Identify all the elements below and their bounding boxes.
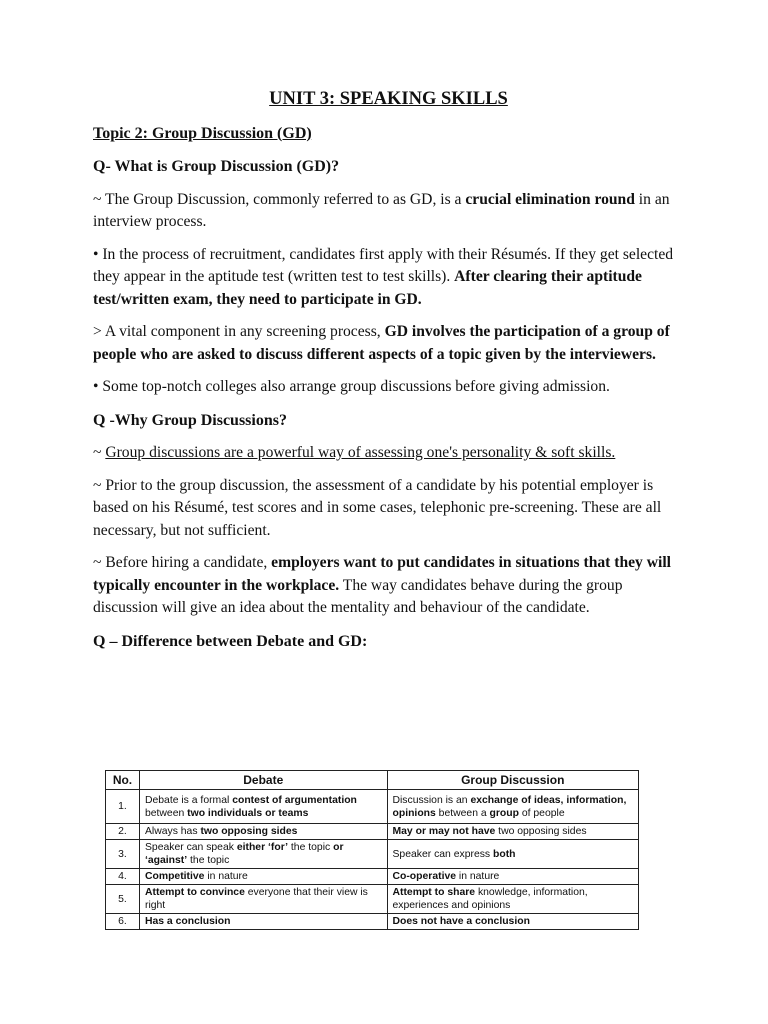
topic-heading: Topic 2: Group Discussion (GD) bbox=[93, 124, 312, 142]
cell-debate bbox=[139, 790, 387, 824]
paragraph-screening-component: > A vital component in any screening process, GD involves the participation of a group of people who are asked to discuss different aspects of a topic given by the interviewers. bbox=[93, 323, 670, 363]
cell-group-discussion bbox=[387, 790, 639, 824]
cell-text-bold: Does not have a conclusion bbox=[392, 916, 530, 927]
comparison-table bbox=[105, 770, 639, 930]
cell-number: 4. bbox=[106, 869, 140, 885]
cell-text: in nature bbox=[204, 871, 248, 882]
cell-text-bold: exchange of ideas, information, opinions bbox=[392, 794, 627, 819]
cell-number: 2. bbox=[106, 824, 140, 840]
document-body bbox=[93, 84, 678, 653]
paragraph-gd-definition: ~ The Group Discussion, commonly referred to as GD, is a crucial elimination round in an interview process. bbox=[93, 190, 670, 230]
paragraph-powerful-way: ~ Group discussions are a powerful way of assessing one's personality & soft skills. bbox=[93, 444, 616, 461]
paragraph-before-hiring: ~ Before hiring a candidate, employers want to put candidates in situations that they will typically encounter in the workplace. The way candidates behave during the group discussion will give an idea about the mentality and behaviour of the candidate. bbox=[93, 554, 672, 616]
cell-text: in nature bbox=[456, 871, 500, 882]
table-row bbox=[106, 914, 639, 930]
cell-group-discussion bbox=[387, 885, 639, 914]
comparison-table-wrapper bbox=[105, 770, 639, 930]
table-row bbox=[106, 885, 639, 914]
cell-number: 1. bbox=[106, 790, 140, 824]
paragraph-colleges: • Some top-notch colleges also arrange group discussions before giving admission. bbox=[93, 378, 610, 395]
paragraph-recruitment-process: • In the process of recruitment, candidates first apply with their Résumés. If they get selected they appear in the aptitude test (written test to test skills). After clearing their aptitude test/written exam, they need to participate in GD. bbox=[93, 245, 674, 308]
cell-debate bbox=[139, 869, 387, 885]
cell-text-bold: Attempt to convince bbox=[144, 887, 245, 898]
cell-text: two opposing sides bbox=[495, 826, 587, 837]
cell-text: everyone that their view is right bbox=[144, 887, 368, 911]
cell-text-bold: contest of argumentation bbox=[232, 794, 357, 806]
cell-text: Debate is a formal bbox=[144, 794, 233, 806]
cell-text-bold: two opposing sides bbox=[200, 826, 298, 837]
cell-text-bold: Has a conclusion bbox=[144, 916, 231, 927]
table-row bbox=[106, 869, 639, 885]
cell-group-discussion bbox=[387, 914, 639, 930]
cell-group-discussion bbox=[387, 840, 639, 869]
unit-title: UNIT 3: SPEAKING SKILLS bbox=[269, 89, 508, 109]
cell-text-bold: group bbox=[489, 807, 519, 819]
question-what-is-gd: Q- What is Group Discussion (GD)? bbox=[93, 158, 340, 175]
cell-text-bold: two individuals or teams bbox=[187, 807, 309, 819]
cell-text: Discussion is an bbox=[392, 794, 471, 806]
cell-debate bbox=[139, 914, 387, 930]
cell-number: 3. bbox=[106, 840, 140, 869]
cell-text: Speaker can express bbox=[392, 848, 493, 860]
cell-text: Always has bbox=[144, 826, 201, 837]
header-no: No. bbox=[106, 771, 140, 790]
header-group-discussion: Group Discussion bbox=[387, 771, 639, 790]
cell-debate bbox=[139, 840, 387, 869]
paragraph-prior-assessment: ~ Prior to the group discussion, the assessment of a candidate by his potential employer is based on his Résumé, test scores and in some cases, telephonic pre-screening. These are all necessary, but not sufficient. bbox=[93, 476, 662, 539]
cell-debate bbox=[139, 824, 387, 840]
table-row bbox=[106, 824, 639, 840]
cell-number: 5. bbox=[106, 885, 140, 914]
cell-text: the topic bbox=[187, 855, 230, 866]
cell-text-bold: Attempt to share bbox=[392, 887, 476, 898]
cell-text-bold: Competitive bbox=[144, 871, 205, 882]
cell-text-bold: Co-operative bbox=[392, 871, 457, 882]
cell-text: of people bbox=[518, 807, 565, 819]
cell-text: between bbox=[144, 807, 188, 819]
cell-text: between a bbox=[435, 807, 490, 819]
cell-group-discussion bbox=[387, 824, 639, 840]
cell-group-discussion bbox=[387, 869, 639, 885]
question-debate-vs-gd: Q – Difference between Debate and GD: bbox=[93, 632, 368, 650]
cell-text: the topic bbox=[288, 842, 334, 853]
question-why-gd: Q -Why Group Discussions? bbox=[93, 411, 287, 429]
table-row bbox=[106, 790, 639, 824]
cell-debate bbox=[139, 885, 387, 914]
cell-number: 6. bbox=[106, 914, 140, 930]
table-header-row bbox=[106, 771, 639, 790]
header-debate: Debate bbox=[139, 771, 387, 790]
cell-text-bold: both bbox=[493, 848, 516, 860]
cell-text-bold: May or may not have bbox=[392, 826, 496, 837]
cell-text: knowledge, information, experiences and opinions bbox=[392, 887, 588, 911]
cell-text-bold: either ‘for’ bbox=[236, 842, 289, 853]
cell-text: Speaker can speak bbox=[144, 842, 237, 853]
table-row bbox=[106, 840, 639, 869]
cell-text-bold: or ‘against’ bbox=[144, 842, 344, 866]
